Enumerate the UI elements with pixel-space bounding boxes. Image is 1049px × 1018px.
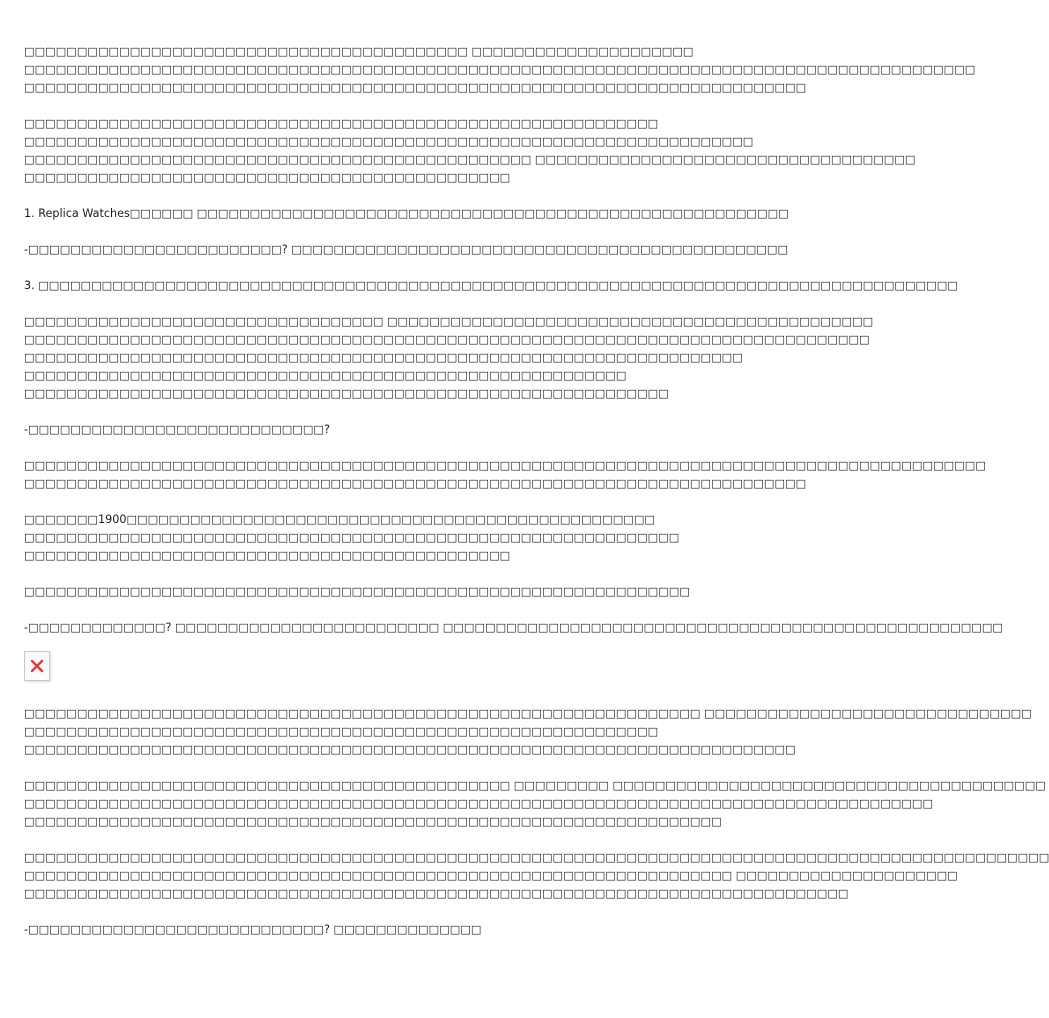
paragraph-line: □□□□□□□□□□□□□□□□□□□□□□□□□□□□□□□□□□□□□□□□□□□□□□□□□□□□□□□□□□□□□□□□□□□□ (24, 351, 743, 364)
article-paragraph (24, 705, 1032, 759)
paragraph-line: □□□□□□□□□□□□□□□□□□□□□□□□□□□□□□□□□□□□□□□□□□□□□□□□□□□□□□□□□□□□□□□□□□ (24, 815, 722, 828)
paragraph-line: -□□□□□□□□□□□□□? □□□□□□□□□□□□□□□□□□□□□□□□□ □□□□□□□□□□□□□□□□□□□□□□□□□□□□□□□□□□□□□□□□□□□□□□□□□□□□□ (24, 621, 1003, 634)
paragraph-line: □□□□□□□□□□□□□□□□□□□□□□□□□□□□□□□□□□□□□□□□□□□□□□□□□□□□□□□□□□□□□□□□□□□□□□□□□□□□□□□□□□□□□□□□□□ (24, 63, 976, 76)
paragraph-line: □□□□□□□□□□□□□□□□□□□□□□□□□□□□□□□□□□□□□□□□□□□□□□□□□□□□□□□□□□□□□□□□□□□□□□□□□□ (24, 477, 807, 490)
article-paragraph (24, 457, 986, 493)
paragraph-line: □□□□□□□□□□□□□□□□□□□□□□□□□□□□□□□□□□□□□□□□□□□□□□□□□□□□□□□□□□□□□□□□□□□□□ (24, 135, 754, 148)
paragraph-line: 1. Replica Watches□□□□□□ □□□□□□□□□□□□□□□□□□□□□□□□□□□□□□□□□□□□□□□□□□□□□□□□□□□□□□□□ (24, 207, 789, 220)
article-paragraph (24, 619, 1003, 637)
paragraph-line: □□□□□□□□□□□□□□□□□□□□□□□□□□□□□□□□□□□□□□□□□□□□□□□□□□□□□□□□□□□□□□□□□□□□□□□□□□□□□□□□□□□□□□ (24, 797, 934, 810)
paragraph-line: □□□□□□□□□□□□□□□□□□□□□□□□□□□□□□□□□□□□□□□□□□□□□□ □□□□□□□□□ □□□□□□□□□□□□□□□□□□□□□□□□□□□□□□□□□□□□□□□□□ (24, 779, 1046, 792)
article-paragraph (24, 583, 704, 601)
article-paragraph (24, 205, 789, 223)
article-paragraph (24, 921, 704, 939)
paragraph-line: □□□□□□□□□□□□□□□□□□□□□□□□□□□□□□□□□□□□□□□□□□□□□□□□□□□□□□□□□□□□□□□□□□□□□□□□□□□□□□ (24, 887, 849, 900)
broken-image-icon (24, 651, 50, 681)
paragraph-line: □□□□□□□1900□□□□□□□□□□□□□□□□□□□□□□□□□□□□□□□□□□□□□□□□□□□□□□□□□□ (24, 513, 655, 526)
paragraph-line: □□□□□□□□□□□□□□□□□□□□□□□□□□□□□□□□□□□□□□□□□□□□□□ (24, 549, 511, 562)
paragraph-line: □□□□□□□□□□□□□□□□□□□□□□□□□□□□□□□□□□□□□□□□□□□□□□□□□□□□□□□□□□□□□□□□□□□□□□□□□□ (24, 81, 807, 94)
paragraph-line: 3. □□□□□□□□□□□□□□□□□□□□□□□□□□□□□□□□□□□□□□□□□□□□□□□□□□□□□□□□□□□□□□□□□□□□□□□□□□□□□□□□□□□□□□□ (24, 279, 958, 292)
paragraph-line: -□□□□□□□□□□□□□□□□□□□□□□□□□□□□? □□□□□□□□□□□□□□ (24, 923, 482, 936)
paragraph-line: □□□□□□□□□□□□□□□□□□□□□□□□□□□□□□□□□□□□□□□□□□□□□□□□□□□□□□□□□□□□□□□□□□□ □□□□□□□□□□□□□□□□□□□□□ (24, 869, 958, 882)
paragraph-line: □□□□□□□□□□□□□□□□□□□□□□□□□□□□□□□□□□□□□□□□□□□□□□□□□□□□□□□□□□□□□□□□□□□□□□□□□□□□□□□□ (24, 333, 870, 346)
paragraph-line: -□□□□□□□□□□□□□□□□□□□□□□□□□□□□? (24, 423, 330, 436)
paragraph-line: □□□□□□□□□□□□□□□□□□□□□□□□□□□□□□□□□□□□□□□□□□□□□□□□□□□□□□□□□□□□□□ (24, 531, 680, 544)
article-paragraph (24, 43, 976, 97)
article-paragraph (24, 421, 704, 439)
paragraph-line: □□□□□□□□□□□□□□□□□□□□□□□□□□□□□□□□□□□□□□□□□□□□□□□□□□□□□□□□□□□□□ (24, 387, 669, 400)
paragraph-line: -□□□□□□□□□□□□□□□□□□□□□□□□? □□□□□□□□□□□□□□□□□□□□□□□□□□□□□□□□□□□□□□□□□□□□□□□ (24, 243, 789, 256)
article-section-after-image (24, 705, 1049, 939)
paragraph-line: □□□□□□□□□□□□□□□□□□□□□□□□□□□□□□□□□□□□□□□□□□□□□□□□□□□□□□□□□□□□ (24, 725, 659, 738)
paragraph-line: □□□□□□□□□□□□□□□□□□□□□□□□□□□□□□□□□□□□□□□□□□□□□□□□□□□□□□□□□□□□□□□ (24, 585, 690, 598)
paragraph-line: □□□□□□□□□□□□□□□□□□□□□□□□□□□□□□□□□□□□□□□□□□□□□□□□□□□□□□□□□□□□□□□□ □□□□□□□□□□□□□□□□□□□□□□□□□□□□□□□ (24, 707, 1032, 720)
paragraph-line: □□□□□□□□□□□□□□□□□□□□□□□□□□□□□□□□□□□□□□□□□□□□□□□□□□□□□□□□□□□□□□□□□□□□□□□□□□□□□□□□□□□□□□□□□□□□□□□□□ (24, 851, 1049, 864)
article-paragraph (24, 115, 916, 187)
article-paragraph (24, 777, 1046, 831)
paragraph-line: □□□□□□□□□□□□□□□□□□□□□□□□□□□□□□□□□□□□□□□□□□□□□□□□□□□□□□□□□□□□□□□□□□□□□□□□□ (24, 743, 796, 756)
article-body (24, 43, 1049, 957)
paragraph-line: □□□□□□□□□□□□□□□□□□□□□□□□□□□□□□□□□□□□□□□□□□□□□□□□ □□□□□□□□□□□□□□□□□□□□□□□□□□□□□□□□□□□□ (24, 153, 916, 166)
article-paragraph (24, 313, 874, 403)
paragraph-line: □□□□□□□□□□□□□□□□□□□□□□□□□□□□□□□□□□□□□□□□□□ □□□□□□□□□□□□□□□□□□□□□ (24, 45, 694, 58)
article-paragraph (24, 511, 704, 565)
article-paragraph (24, 849, 1049, 903)
article-paragraph (24, 277, 958, 295)
paragraph-line: □□□□□□□□□□□□□□□□□□□□□□□□□□□□□□□□□□ □□□□□□□□□□□□□□□□□□□□□□□□□□□□□□□□□□□□□□□□□□□□□□ (24, 315, 874, 328)
article-section-before-image (24, 43, 1003, 637)
paragraph-line: □□□□□□□□□□□□□□□□□□□□□□□□□□□□□□□□□□□□□□□□□□□□□□□□□□□□□□□□□□□□□□□□□□□□□□□□□□□□□□□□□□□□□□□□□□□ (24, 459, 986, 472)
article-paragraph (24, 241, 789, 259)
paragraph-line: □□□□□□□□□□□□□□□□□□□□□□□□□□□□□□□□□□□□□□□□□□□□□□ (24, 171, 511, 184)
paragraph-line: □□□□□□□□□□□□□□□□□□□□□□□□□□□□□□□□□□□□□□□□□□□□□□□□□□□□□□□□□ (24, 369, 627, 382)
paragraph-line: □□□□□□□□□□□□□□□□□□□□□□□□□□□□□□□□□□□□□□□□□□□□□□□□□□□□□□□□□□□□ (24, 117, 659, 130)
